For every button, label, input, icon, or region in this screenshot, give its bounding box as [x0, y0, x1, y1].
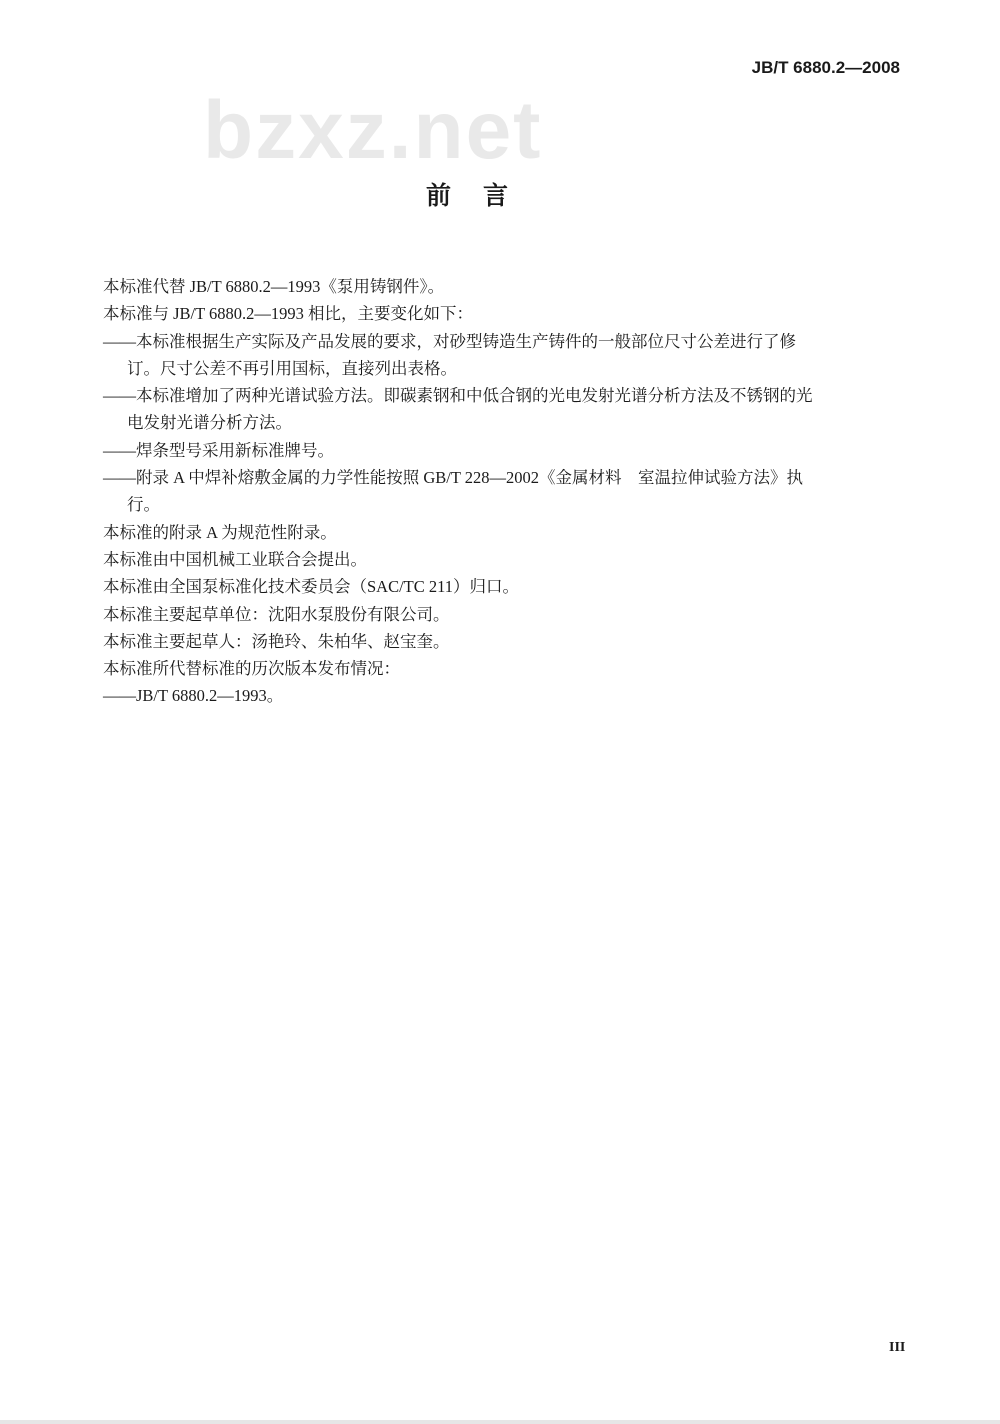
paragraph	[103, 464, 913, 519]
page-edge	[0, 1420, 1000, 1424]
paragraph	[103, 328, 913, 383]
paragraph	[103, 519, 913, 546]
watermark: bzxz.net	[203, 85, 543, 176]
paragraph	[103, 682, 913, 709]
text-line: 本标准所代替标准的历次版本发布情况：	[103, 659, 400, 679]
paragraph	[103, 628, 913, 655]
text-line: ——JB/T 6880.2—1993。	[103, 686, 284, 706]
text-line: 本标准由全国泵标准化技术委员会（SAC/TC 211）归口。	[103, 577, 520, 597]
text-line: 本标准由中国机械工业联合会提出。	[103, 549, 367, 569]
paragraph	[103, 382, 913, 437]
text-line: ——本标准增加了两种光谱试验方法。即碳素钢和中低合钢的光电发射光谱分析方法及不锈钢的光	[103, 386, 813, 406]
text-line: ——附录 A 中焊补熔敷金属的力学性能按照 GB/T 228—2002《金属材料 室温拉伸试验方法》执	[103, 468, 804, 488]
page-number: III	[889, 1340, 906, 1355]
document-body	[103, 273, 913, 710]
text-line: 本标准与 JB/T 6880.2—1993 相比，主要变化如下：	[103, 304, 474, 324]
page-title: 前言	[425, 183, 540, 210]
paragraph	[103, 655, 913, 682]
text-line: 电发射光谱分析方法。	[127, 413, 292, 433]
text-line: ——本标准根据生产实际及产品发展的要求，对砂型铸造生产铸件的一般部位尺寸公差进行了修	[103, 331, 796, 351]
text-line: 行。	[127, 495, 160, 515]
paragraph	[103, 546, 913, 573]
paragraph	[103, 437, 913, 464]
standard-number-header: JB/T 6880.2—2008	[751, 58, 900, 77]
paragraph	[103, 601, 913, 628]
text-line: 本标准主要起草单位：沈阳水泵股份有限公司。	[103, 604, 450, 624]
paragraph	[103, 273, 913, 300]
text-line: 本标准代替 JB/T 6880.2—1993《泵用铸钢件》。	[103, 277, 445, 296]
paragraph	[103, 573, 913, 600]
text-line: ——焊条型号采用新标准牌号。	[103, 440, 334, 460]
text-line: 订。尺寸公差不再引用国标，直接列出表格。	[127, 358, 457, 378]
paragraph	[103, 300, 913, 327]
text-line: 本标准的附录 A 为规范性附录。	[103, 522, 337, 542]
text-line: 本标准主要起草人：汤艳玲、朱柏华、赵宝奎。	[103, 631, 450, 651]
